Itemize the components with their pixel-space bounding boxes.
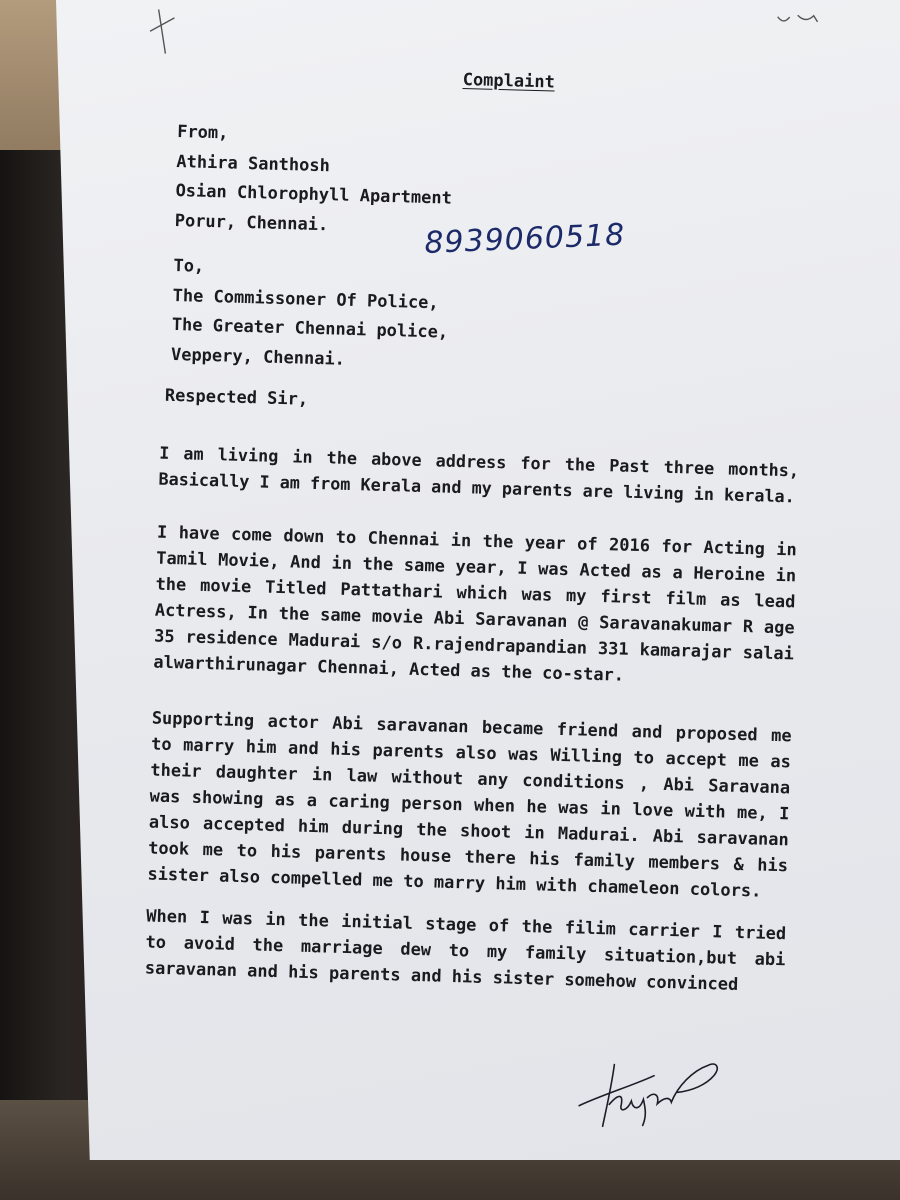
paragraph-4: When I was in the initial stage of the filim carrier I tried to avoid the marriage dew to my family situation,but abi saravanan and his parents and his sister somehow convinced [144, 906, 787, 996]
from-label: From, [176, 122, 229, 144]
handwritten-phone-number: 8939060518 [423, 217, 626, 261]
corner-scribble-mark [775, 11, 836, 33]
recipient-line-2: The Greater Chennai police, [171, 314, 449, 343]
recipient-line-3: Veppery, Chennai. [170, 344, 346, 370]
paragraph-2: I have come down to Chennai in the year of 2016 for Acting in Tamil Movie, And in the same year, I was Acted as a Heroine in the movie Titled Pattathari which was my first film as lead Actress, In the same movie Abi Saravanan @ Saravanakumar R age 35 residence Madurai s/o R.rajendrapandian 331 kamarajar salai alwarthirunagar Chennai, Acted as the co-star. [153, 522, 798, 686]
sender-name: Athira Santhosh [176, 151, 331, 176]
corner-pen-mark [139, 3, 201, 65]
paragraph-1: I am living in the above address for the Past three months, Basically I am from Kerala and my parents are living in kerala. [158, 442, 800, 507]
sender-address-line-2: Porur, Chennai. [174, 210, 329, 235]
document-title: Complaint [462, 69, 556, 93]
recipient-address [171, 252, 451, 378]
sender-address-line-1: Osian Chlorophyll Apartment [175, 180, 453, 209]
salutation: Respected Sir, [164, 385, 309, 410]
sender-address [174, 118, 454, 244]
handwritten-signature [572, 1043, 724, 1137]
paragraph-3: Supporting actor Abi saravanan became friend and proposed me to marry him and his parents also was Willing to accept me as their daughter in law without any conditions , Abi Saravana was showing as a caring person when he was in love with me, I also accepted him during the shoot in Madurai. Abi saravanan took me to his parents house there his family members & his sister also compelled me to marry him with chameleon colors. [147, 708, 792, 902]
document-page [24, 0, 900, 1174]
to-label: To, [173, 255, 205, 277]
recipient-line-1: The Commissoner Of Police, [172, 285, 439, 313]
